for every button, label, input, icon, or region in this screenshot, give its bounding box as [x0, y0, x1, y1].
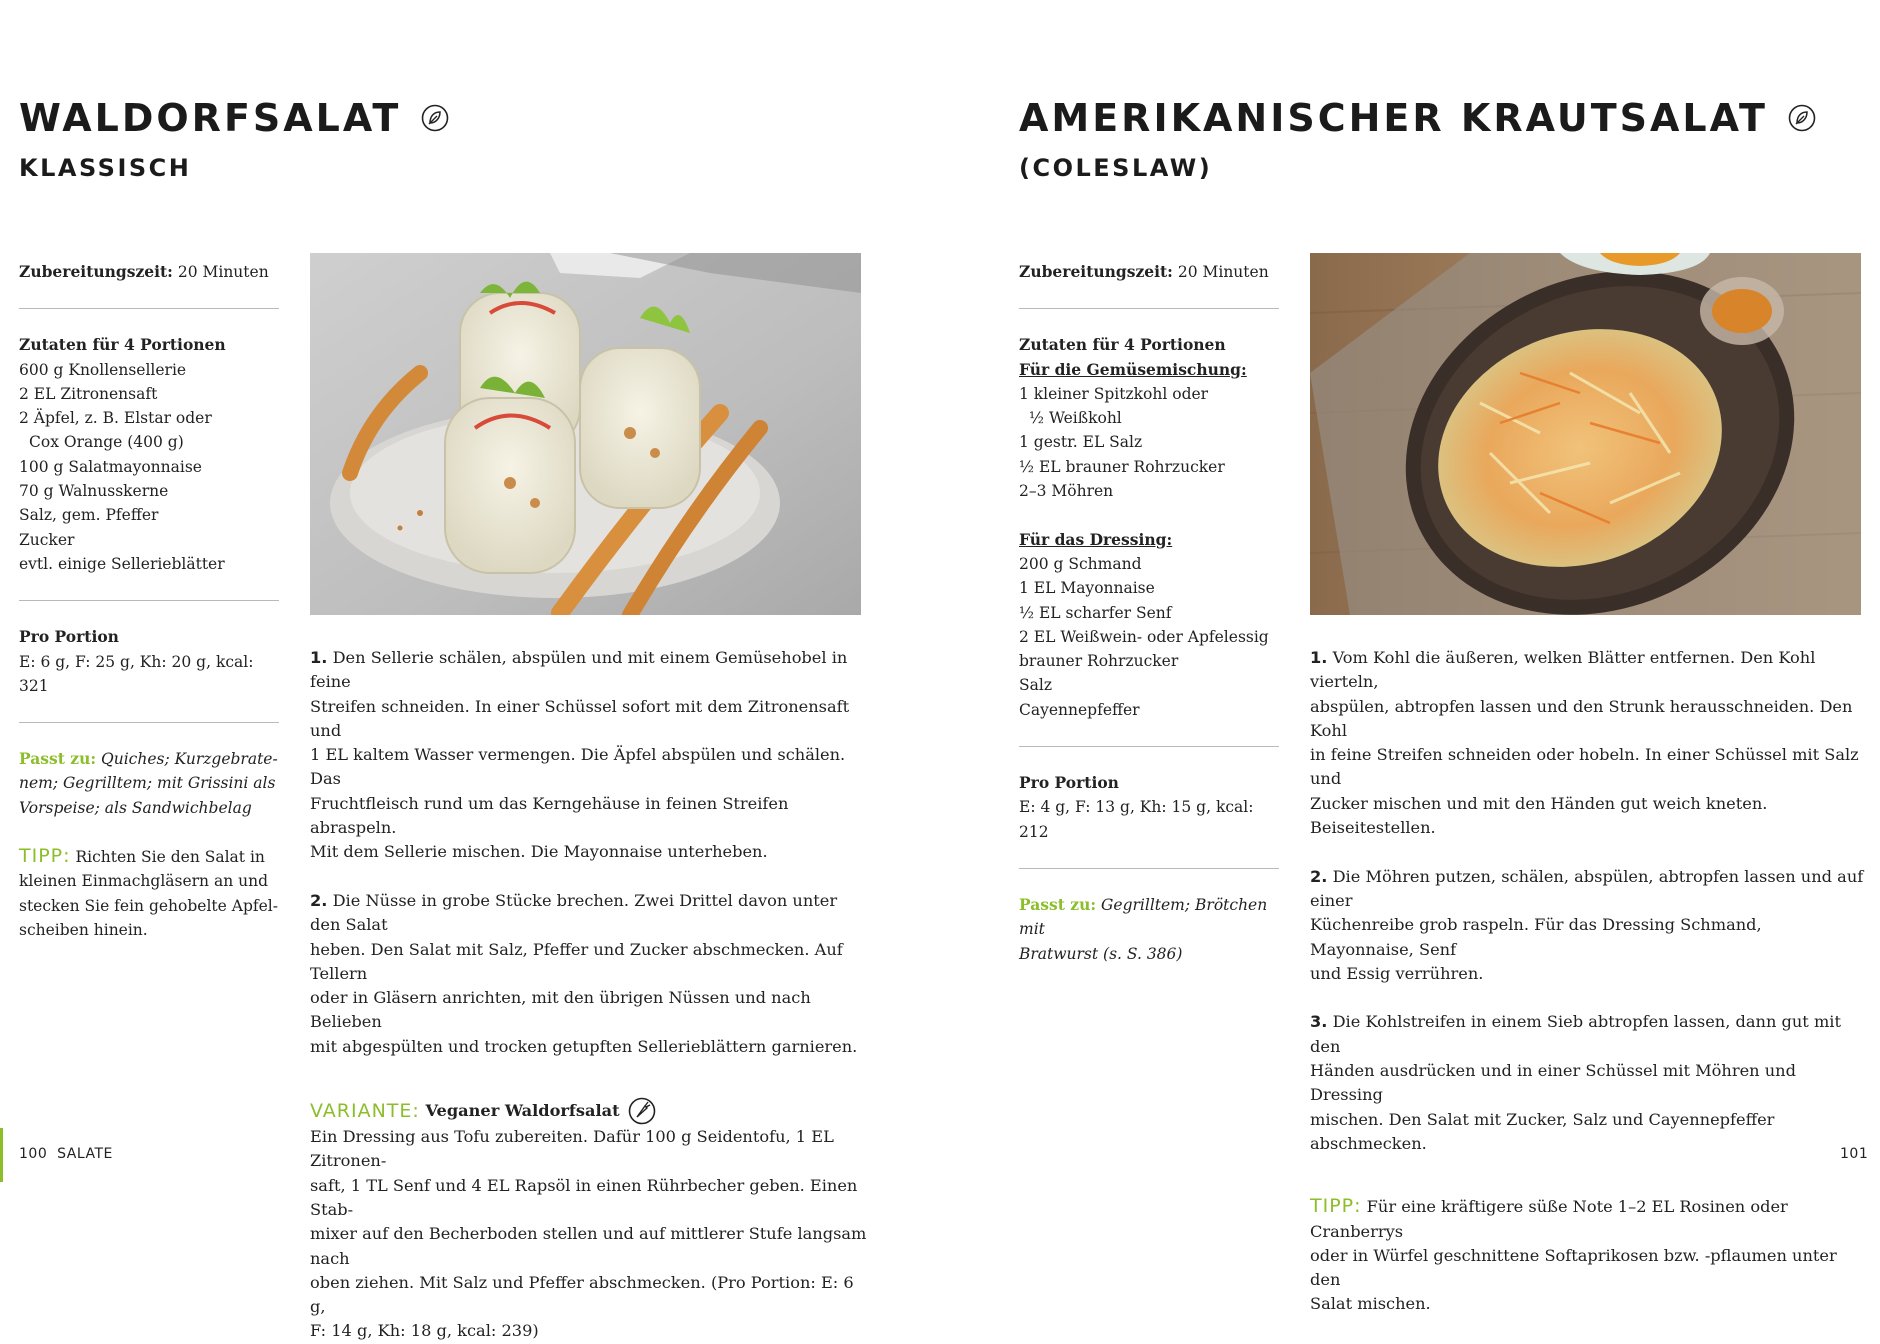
- step-number: 1.: [310, 648, 328, 667]
- footer-left: [19, 1146, 113, 1162]
- variant-text: mixer auf den Becherboden stellen und auf mittlerer Stufe langsam nach: [310, 1224, 867, 1268]
- pairing-text: nem; Gegrilltem; mit Grissini als: [19, 774, 276, 793]
- tip-text: Für eine kräftigere süße Note 1–2 EL Rosinen oder Cranberrys: [1310, 1197, 1788, 1241]
- ingredient-item: Zucker: [19, 530, 75, 549]
- step-line: heben. Den Salat mit Salz, Pfeffer und Zucker abschmecken. Auf Tellern: [310, 939, 843, 983]
- step: [1310, 646, 1870, 840]
- ingredient-item: evtl. einige Sellerieblätter: [19, 554, 225, 573]
- recipe-subtitle-left: KLASSISCH: [19, 154, 192, 182]
- recipe-title-left: [19, 96, 449, 140]
- variant-block: [310, 1097, 870, 1344]
- ingredient-item: 2–3 Möhren: [1019, 482, 1114, 501]
- page-number: 101: [1840, 1146, 1869, 1162]
- footer-right: [1840, 1146, 1868, 1162]
- leaf-icon: [1788, 104, 1816, 132]
- ingredient-item: 2 EL Weißwein- oder Apfelessig: [1019, 627, 1269, 646]
- variant-text: oben ziehen. Mit Salz und Pfeffer abschmecken. (Pro Portion: E: 6 g,: [310, 1272, 854, 1317]
- prep-label: Zubereitungszeit:: [1019, 262, 1173, 281]
- step: [310, 889, 870, 1059]
- pairing-block: [19, 747, 279, 820]
- step: [310, 646, 870, 865]
- step-line: Streifen schneiden. In einer Schüssel sofort mit dem Zitronensaft und: [310, 696, 850, 740]
- portion-values: E: 4 g, F: 13 g, Kh: 15 g, kcal: 212: [1019, 798, 1254, 841]
- ingredient-item: 1 gestr. EL Salz: [1019, 433, 1143, 452]
- variant-text: F: 14 g, Kh: 18 g, kcal: 239): [310, 1321, 539, 1341]
- variant-label: VARIANTE:: [310, 1099, 420, 1122]
- step-line: mit abgespülten und trocken getupften Sellerieblättern garnieren.: [310, 1036, 858, 1056]
- ingredient-item: Salz, gem. Pfeffer: [19, 506, 159, 525]
- recipe-title-text: WALDORFSALAT: [19, 96, 402, 140]
- variant-text: Ein Dressing aus Tofu zubereiten. Dafür 100 g Seidentofu, 1 EL Zitronen-: [310, 1127, 834, 1171]
- nutrition-block: [1019, 771, 1279, 844]
- tip-text: oder in Würfel geschnittene Softaprikosen bzw. -pflaumen unter den: [1310, 1245, 1837, 1290]
- ingredient-item: 2 Äpfel, z. B. Elstar oder: [19, 409, 212, 428]
- step-line: in feine Streifen schneiden oder hobeln. In einer Schüssel mit Salz und: [1310, 745, 1859, 789]
- pairing-label: Passt zu:: [19, 749, 97, 769]
- step-number: 3.: [1310, 1012, 1328, 1032]
- step-line: Küchenreibe grob raspeln. Für das Dressing Schmand, Mayonnaise, Senf: [1310, 915, 1762, 959]
- step-number: 2.: [310, 890, 328, 910]
- prep-time: [1019, 260, 1279, 284]
- portion-title: Pro Portion: [19, 627, 119, 647]
- step-line: mischen. Den Salat mit Zucker, Salz und Cayennepfeffer abschmecken.: [1310, 1109, 1775, 1153]
- tip-block: [19, 844, 279, 942]
- ingredient-item: Salz: [1019, 676, 1052, 695]
- ingredients-title: Zutaten für 4 Portionen: [1019, 335, 1226, 355]
- step-line: abspülen, abtropfen lassen und den Strunk herausschneiden. Den Kohl: [1310, 696, 1853, 740]
- recipe-title-text: AMERIKANISCHER KRAUTSALAT: [1019, 96, 1768, 140]
- waldorf-photo: [310, 253, 861, 615]
- step-line: Zucker mischen und mit den Händen gut weich kneten. Beiseitestellen.: [1310, 793, 1768, 838]
- pairing-block: [1019, 893, 1279, 966]
- step-line: Vom Kohl die äußeren, welken Blätter entfernen. Den Kohl vierteln,: [1310, 648, 1816, 692]
- ingredient-item: ½ EL scharfer Senf: [1019, 603, 1172, 622]
- sidebar-left: [19, 260, 279, 942]
- tip-text: stecken Sie fein gehobelte Apfel-: [19, 896, 278, 915]
- section-name: SALATE: [57, 1146, 113, 1162]
- ingredient-item: 1 EL Mayonnaise: [1019, 579, 1155, 598]
- sidebar-right: [1019, 260, 1279, 966]
- step-line: und Essig verrühren.: [1310, 963, 1484, 983]
- ingredients-block: [1019, 333, 1279, 722]
- ingredient-item: 70 g Walnusskerne: [19, 482, 169, 501]
- portion-values: E: 6 g, F: 25 g, Kh: 20 g, kcal: 321: [19, 652, 254, 695]
- ingredient-item: ½ Weißkohl: [1029, 409, 1122, 428]
- prep-time: [19, 260, 279, 284]
- instructions-right: [1310, 646, 1870, 1317]
- step: [1310, 1010, 1870, 1156]
- carrot-icon: [628, 1097, 656, 1125]
- ingredient-item: 1 kleiner Spitzkohl oder: [1019, 384, 1209, 403]
- page-number: 100: [19, 1146, 48, 1162]
- ingredient-group-title: Für die Gemüsemischung:: [1019, 359, 1247, 379]
- ingredient-item: 2 EL Zitronensaft: [19, 384, 158, 403]
- tip-text: Richten Sie den Salat in: [70, 848, 265, 867]
- step-line: Händen ausdrücken und in einer Schüssel mit Möhren und Dressing: [1310, 1061, 1796, 1105]
- ingredient-group-title: Für das Dressing:: [1019, 529, 1173, 549]
- recipe-photo-left: [310, 253, 861, 615]
- pairing-text: Bratwurst (s. S. 386): [1019, 944, 1183, 963]
- ingredient-item: Cox Orange (400 g): [29, 433, 184, 452]
- pairing-text: Gegrilltem; Brötchen mit: [1019, 895, 1268, 939]
- step-line: Die Nüsse in grobe Stücke brechen. Zwei Drittel davon unter den Salat: [310, 890, 838, 935]
- prep-value: 20 Minuten: [177, 263, 269, 281]
- tip-block: [1310, 1194, 1870, 1316]
- tip-text: Salat mischen.: [1310, 1294, 1431, 1314]
- ingredients-block: [19, 333, 279, 576]
- tip-label: TIPP:: [1310, 1195, 1362, 1218]
- step-number: 2.: [1310, 866, 1328, 886]
- pairing-text: Quiches; Kurzgebrate-: [96, 750, 278, 769]
- prep-label: Zubereitungszeit:: [19, 262, 173, 281]
- portion-title: Pro Portion: [1019, 773, 1119, 793]
- divider: [1019, 868, 1279, 869]
- nutrition-block: [19, 625, 279, 698]
- step-line: Fruchtfleisch rund um das Kerngehäuse in feinen Streifen abraspeln.: [310, 793, 789, 838]
- divider: [19, 600, 279, 601]
- step: [1310, 865, 1870, 986]
- variant-text: saft, 1 TL Senf und 4 EL Rapsöl in einen Rührbecher geben. Einen Stab-: [310, 1175, 858, 1219]
- coleslaw-photo: [1310, 253, 1861, 615]
- footer-accent-bar: [0, 1128, 3, 1182]
- tip-text: kleinen Einmachgläsern an und: [19, 872, 269, 891]
- ingredient-item: brauner Rohrzucker: [1019, 652, 1179, 671]
- ingredients-title: Zutaten für 4 Portionen: [19, 335, 226, 355]
- recipe-photo-right: [1310, 253, 1861, 615]
- ingredient-item: 200 g Schmand: [1019, 554, 1142, 573]
- divider: [19, 722, 279, 723]
- pairing-text: Vorspeise; als Sandwichbelag: [19, 798, 252, 817]
- step-line: Die Kohlstreifen in einem Sieb abtropfen lassen, dann gut mit den: [1310, 1012, 1841, 1056]
- ingredient-item: 600 g Knollensellerie: [19, 360, 187, 379]
- step-line: oder in Gläsern anrichten, mit den übrigen Nüssen und nach Belieben: [310, 988, 811, 1032]
- step-line: 1 EL kaltem Wasser vermengen. Die Äpfel abspülen und schälen. Das: [310, 745, 846, 789]
- step-line: Die Möhren putzen, schälen, abspülen, abtropfen lassen und auf einer: [1310, 866, 1864, 910]
- ingredient-item: Cayennepfeffer: [1019, 700, 1140, 719]
- divider: [1019, 308, 1279, 309]
- instructions-left: [310, 646, 870, 1344]
- ingredient-item: 100 g Salatmayonnaise: [19, 457, 202, 476]
- recipe-subtitle-right: (COLESLAW): [1019, 154, 1213, 182]
- step-line: Den Sellerie schälen, abspülen und mit einem Gemüsehobel in feine: [310, 648, 848, 692]
- pairing-label: Passt zu:: [1019, 894, 1097, 914]
- divider: [1019, 746, 1279, 747]
- tip-label: TIPP:: [19, 845, 71, 868]
- ingredient-item: ½ EL brauner Rohrzucker: [1019, 457, 1225, 476]
- leaf-icon: [421, 104, 449, 132]
- step-line: Mit dem Sellerie mischen. Die Mayonnaise unterheben.: [310, 842, 768, 862]
- tip-text: scheiben hinein.: [19, 920, 148, 939]
- recipe-title-right: [1019, 96, 1816, 140]
- step-number: 1.: [1310, 648, 1328, 667]
- variant-title: Veganer Waldorfsalat: [419, 1100, 620, 1120]
- prep-value: 20 Minuten: [1177, 263, 1269, 281]
- divider: [19, 308, 279, 309]
